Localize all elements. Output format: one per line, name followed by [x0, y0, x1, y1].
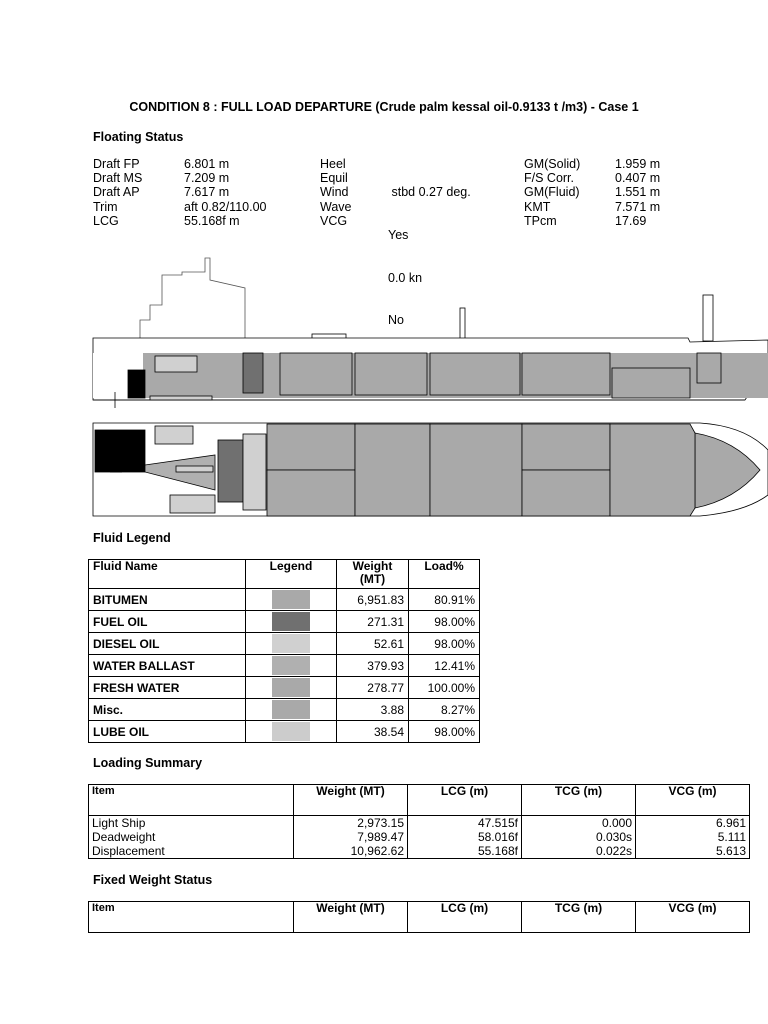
status-col3-labels [524, 157, 580, 228]
col-header-item: Item [89, 785, 294, 816]
status-value: 0.0 kn [388, 270, 423, 285]
mast-fore [703, 295, 713, 341]
summary-weight: 10,962.62 [294, 844, 408, 859]
page-title: CONDITION 8 : FULL LOAD DEPARTURE (Crude palm kessal oil-0.9133 t /m3) - Case 1 [129, 100, 639, 114]
status-label: Wind [320, 185, 349, 200]
fluid-name: WATER BALLAST [89, 655, 246, 677]
floating-status-heading: Floating Status [93, 130, 184, 144]
status-label: Trim [93, 199, 118, 214]
col-header-tcg: TCG (m) [522, 902, 636, 933]
col-header-load: Load% [409, 560, 480, 589]
status-value: stbd 0.27 deg. [388, 185, 471, 200]
fluid-name: FUEL OIL [89, 611, 246, 633]
legend-cell [246, 611, 337, 633]
status-value: 6.801 m [184, 157, 230, 171]
cargo-tank-1p [280, 353, 352, 395]
cargo-tank-4p-plan [522, 424, 610, 470]
cargo-tank-4s-plan [522, 470, 610, 516]
table-header-row [89, 902, 750, 933]
fluid-load: 8.27% [409, 699, 480, 721]
table-row [89, 721, 480, 743]
cargo-tank-2p [355, 353, 427, 395]
fluid-load: 12.41% [409, 655, 480, 677]
status-value: 17.69 [615, 213, 647, 228]
fuel-tank-plan-1 [155, 426, 193, 444]
cargo-tank-5p [612, 368, 690, 398]
col-header-lcg: LCG (m) [408, 902, 522, 933]
fluid-load: 98.00% [409, 633, 480, 655]
fluid-weight: 379.93 [337, 655, 409, 677]
cargo-tank-1s-plan [267, 470, 355, 516]
status-label: VCG [320, 213, 348, 228]
summary-item: Deadweight [89, 830, 294, 844]
col-header-item: Item [89, 902, 294, 933]
status-value: 7.571 m [615, 199, 661, 214]
fixed-weight-table [88, 901, 750, 933]
table-row [89, 830, 750, 844]
table-header-row [89, 785, 750, 816]
double-bottom-strip [150, 396, 212, 400]
fluid-load: 98.00% [409, 611, 480, 633]
table-row [89, 655, 480, 677]
fluid-load: 98.00% [409, 721, 480, 743]
status-label: Draft AP [93, 185, 140, 200]
fuel-tank-plan-2 [176, 466, 213, 472]
legend-cell [246, 589, 337, 611]
table-row [89, 844, 750, 859]
legend-swatch [272, 700, 310, 719]
legend-cell [246, 721, 337, 743]
col-header-weight: Weight (MT) [337, 560, 409, 589]
summary-weight: 2,973.15 [294, 816, 408, 831]
cargo-tank-5-plan [610, 424, 695, 516]
ship-drawing [0, 250, 768, 525]
legend-swatch [272, 722, 310, 741]
col-header-tcg: TCG (m) [522, 785, 636, 816]
status-label: GM(Fluid) [524, 185, 580, 200]
summary-item: Light Ship [89, 816, 294, 831]
col-header-weight: Weight (MT) [294, 785, 408, 816]
cargo-tank-3-plan [430, 424, 522, 516]
fluid-weight: 271.31 [337, 611, 409, 633]
superstructure-outline [140, 258, 245, 338]
summary-weight: 7,989.47 [294, 830, 408, 844]
status-value: aft 0.82/110.00 [184, 199, 267, 214]
summary-vcg: 5.111 [636, 830, 750, 844]
fluid-legend-heading: Fluid Legend [93, 531, 171, 545]
table-row [89, 611, 480, 633]
col-header-weight: Weight (MT) [294, 902, 408, 933]
legend-cell [246, 633, 337, 655]
status-value: Yes [388, 228, 409, 243]
summary-vcg: 5.613 [636, 844, 750, 859]
status-value: 0.407 m [615, 171, 661, 186]
legend-swatch [272, 612, 310, 631]
table-header-row [89, 560, 480, 589]
fluid-load: 80.91% [409, 589, 480, 611]
loading-summary-table [88, 784, 750, 859]
fluid-name: BITUMEN [89, 589, 246, 611]
status-col3-values [615, 157, 660, 228]
status-value: No [388, 313, 404, 328]
summary-lcg: 55.168f [408, 844, 522, 859]
status-label: KMT [524, 199, 551, 214]
fluid-legend-table [88, 559, 480, 743]
fluid-name: FRESH WATER [89, 677, 246, 699]
fluid-load: 100.00% [409, 677, 480, 699]
status-label: LCG [93, 213, 119, 228]
legend-swatch [272, 656, 310, 675]
fuel-tank-profile [243, 353, 263, 393]
legend-cell [246, 677, 337, 699]
fluid-weight: 3.88 [337, 699, 409, 721]
legend-swatch [272, 590, 310, 609]
fluid-weight: 6,951.83 [337, 589, 409, 611]
legend-swatch [272, 678, 310, 697]
status-col1-values [184, 157, 266, 228]
legend-swatch [272, 634, 310, 653]
table-row [89, 589, 480, 611]
ship-profile-view [93, 258, 768, 408]
table-row [89, 816, 750, 831]
col-header-fluid-name: Fluid Name [89, 560, 246, 589]
loading-summary-heading: Loading Summary [93, 756, 203, 770]
summary-lcg: 47.515f [408, 816, 522, 831]
fluid-name: Misc. [89, 699, 246, 721]
fluid-name: DIESEL OIL [89, 633, 246, 655]
status-label: F/S Corr. [524, 171, 575, 186]
col-header-lcg: LCG (m) [408, 785, 522, 816]
fluid-name: LUBE OIL [89, 721, 246, 743]
status-value: 1.959 m [615, 157, 661, 171]
summary-tcg: 0.022s [522, 844, 636, 859]
col-header-vcg: VCG (m) [636, 902, 750, 933]
fluid-weight: 38.54 [337, 721, 409, 743]
summary-vcg: 6.961 [636, 816, 750, 831]
summary-item: Displacement [89, 844, 294, 859]
table-row [89, 677, 480, 699]
legend-cell [246, 655, 337, 677]
summary-tcg: 0.000 [522, 816, 636, 831]
legend-cell [246, 699, 337, 721]
fixed-weight-heading: Fixed Weight Status [93, 873, 213, 887]
fuel-tank-plan-3 [170, 495, 215, 513]
status-value: 55.168f m [184, 213, 240, 228]
table-row [89, 699, 480, 721]
fluid-weight: 278.77 [337, 677, 409, 699]
status-label: Draft MS [93, 171, 143, 186]
summary-lcg: 58.016f [408, 830, 522, 844]
engine-room-tank [128, 370, 145, 398]
status-label: Wave [320, 199, 352, 214]
pump-room-plan [243, 434, 266, 510]
fore-peak-profile [697, 353, 721, 383]
status-col1-labels [93, 157, 142, 228]
settling-tank-plan [218, 440, 243, 502]
ship-plan-view [93, 423, 768, 516]
cargo-tank-1p-plan [267, 424, 355, 470]
status-label: GM(Solid) [524, 157, 581, 171]
col-header-legend: Legend [246, 560, 337, 589]
fluid-weight: 52.61 [337, 633, 409, 655]
col-header-vcg: VCG (m) [636, 785, 750, 816]
status-label: TPcm [524, 213, 557, 228]
engine-room-plan [95, 430, 145, 472]
cargo-tank-4p [522, 353, 610, 395]
status-label: Equil [320, 171, 348, 186]
summary-tcg: 0.030s [522, 830, 636, 844]
table-row [89, 633, 480, 655]
status-value: 7.617 m [184, 185, 230, 200]
cargo-tank-3p [430, 353, 520, 395]
status-label: Heel [320, 157, 346, 171]
status-value: 1.551 m [615, 185, 661, 200]
accommodation-block [155, 356, 197, 372]
status-col2-labels [320, 157, 352, 228]
cargo-tank-2-plan [355, 424, 430, 516]
status-value: 7.209 m [184, 171, 230, 186]
status-label: Draft FP [93, 157, 140, 171]
